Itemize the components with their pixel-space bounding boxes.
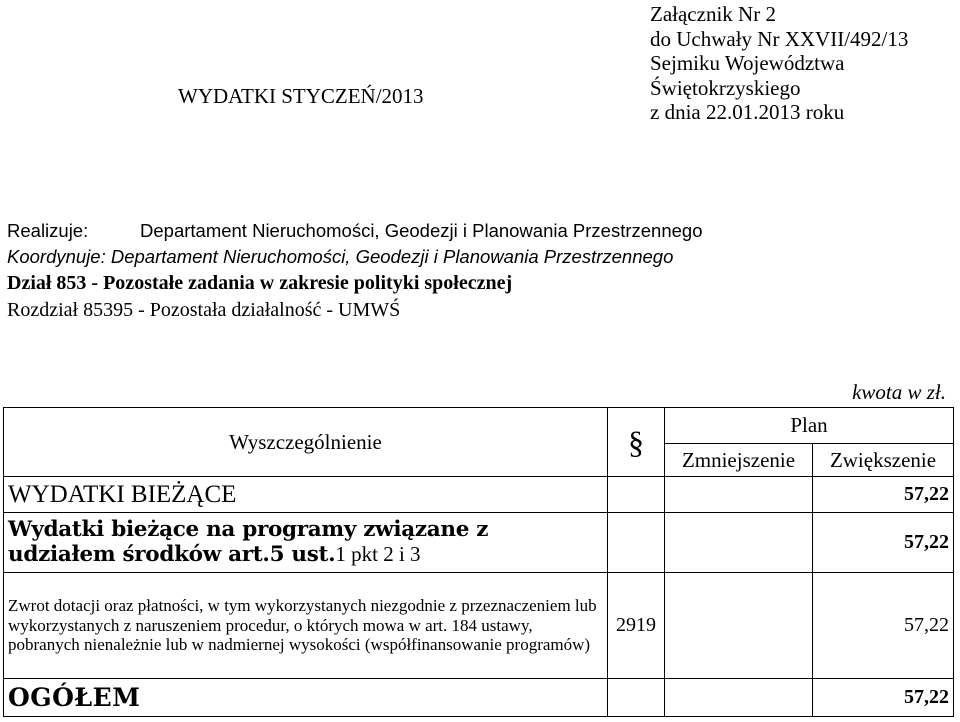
currency-note: kwota w zł. — [852, 380, 946, 404]
row-increase: 57,22 — [813, 573, 954, 679]
header-decrease: Zmniejszenie — [665, 444, 813, 477]
row-decrease — [665, 573, 813, 679]
table-row — [4, 573, 954, 679]
annex-line-2: do Uchwały Nr XXVII/492/13 — [650, 26, 909, 51]
coordinator-line: Koordynuje: Departament Nieruchomości, Geodezji i Planowania Przestrzennego — [7, 246, 674, 267]
row-label: WYDATKI BIEŻĄCE — [4, 477, 608, 513]
table-row — [4, 513, 954, 573]
table-row — [4, 477, 954, 513]
annex-line-3: Sejmiku Województwa — [650, 51, 845, 75]
row-decrease — [665, 477, 813, 513]
row-label: Zwrot dotacji oraz płatności, w tym wykorzystanych niezgodnie z przeznaczeniem lub wykorzystanych z naruszeniem procedur, o których mowa w art. 184 ustawy, pobranych nienależnie lub w nadmiernej wysokości (współfinansowanie programów) — [4, 573, 608, 679]
implementer-line — [7, 220, 702, 242]
budget-table — [3, 407, 954, 717]
document-title: WYDATKI STYCZEŃ/2013 — [178, 84, 424, 108]
header-plan: Plan — [665, 408, 954, 444]
row-label — [4, 513, 608, 573]
annex-reference — [650, 2, 908, 125]
row-paragraph: 2919 — [608, 573, 665, 679]
section-line: Dział 853 - Pozostałe zadania w zakresie polityki społecznej — [7, 272, 513, 294]
total-decrease — [665, 679, 813, 717]
header-increase: Zwiększenie — [813, 444, 954, 477]
chapter-line: Rozdział 85395 - Pozostała działalność - UMWŚ — [7, 299, 401, 321]
annex-line-4: Świętokrzyskiego — [650, 75, 801, 100]
header-paragraph: § — [608, 408, 665, 477]
row-increase: 57,22 — [813, 513, 954, 573]
implementer-value: Departament Nieruchomości, Geodezji i Planowania Przestrzennego — [140, 220, 703, 241]
total-row — [4, 679, 954, 717]
implementer-label: Realizuje: — [7, 220, 89, 241]
row-increase: 57,22 — [813, 477, 954, 513]
row-label-part: Wydatki bieżące na programy związane z — [8, 517, 489, 542]
total-paragraph — [608, 679, 665, 717]
annex-line-1: Załącznik Nr 2 — [650, 2, 776, 26]
row-paragraph — [608, 477, 665, 513]
header-row-1 — [4, 408, 954, 444]
total-label: OGÓŁEM — [4, 679, 608, 717]
header-specification: Wyszczególnienie — [4, 408, 608, 477]
annex-line-5: z dnia 22.01.2013 roku — [650, 100, 845, 124]
row-label-part: 1 pkt 2 i 3 — [335, 542, 421, 566]
row-paragraph — [608, 513, 665, 573]
row-decrease — [665, 513, 813, 573]
total-increase: 57,22 — [813, 679, 954, 717]
row-label-part: udziałem środków art.5 ust. — [8, 542, 336, 567]
